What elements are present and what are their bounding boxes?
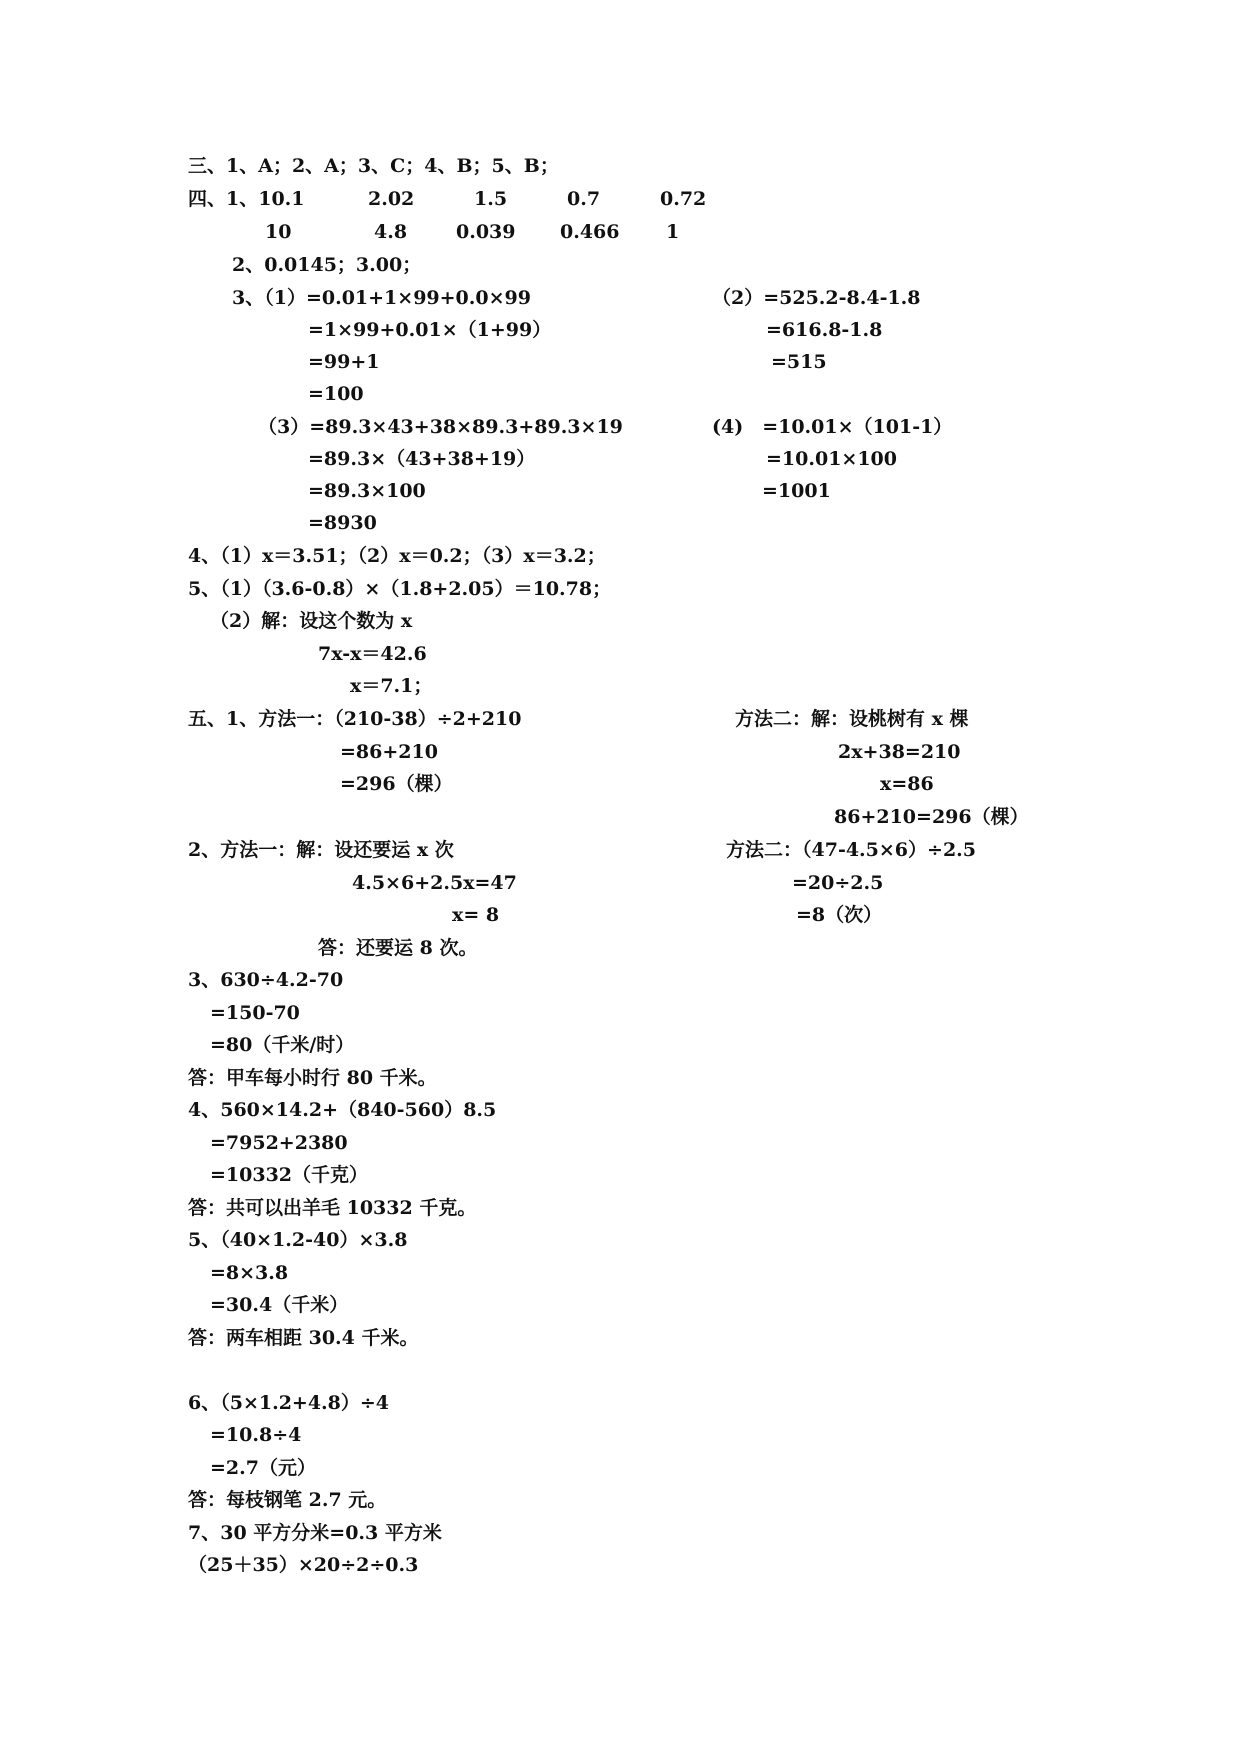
section-5-q1-method2-line4: 86+210=296（棵）	[834, 806, 1029, 828]
section-5-q2-method1-line2: 4.5×6+2.5x=47	[352, 872, 517, 894]
section-4-q5-2-line2: 7x-x＝42.6	[318, 643, 427, 665]
section-4-q3-1-line1: 3、（1）=0.01+1×99+0.0×99	[232, 287, 531, 309]
section-5-q1-method2-line3: x=86	[880, 773, 934, 795]
section-5-q2-answer: 答：还要运 8 次。	[318, 937, 478, 959]
section-4-q1-value: 0.72	[660, 188, 707, 210]
section-4-q1-value: 2.02	[368, 188, 415, 210]
section-4-q3-3-line1: （3）=89.3×43+38×89.3+89.3×19	[258, 416, 623, 438]
section-5-q7-line1: 7、30 平方分米=0.3 平方米	[188, 1522, 442, 1544]
section-5-q6-answer: 答：每枝钢笔 2.7 元。	[188, 1489, 387, 1511]
section-5-q5-answer: 答：两车相距 30.4 千米。	[188, 1327, 419, 1349]
section-4-q5-2-line1: （2）解：设这个数为 x	[210, 610, 413, 632]
section-4-q1-value: 0.039	[456, 221, 516, 243]
section-4-q3-3-line4: =8930	[308, 512, 377, 534]
section-5-q4-line2: =7952+2380	[210, 1132, 348, 1154]
section-4-q3-2-line3: =515	[771, 351, 827, 373]
section-4-q3-3-line3: =89.3×100	[308, 480, 426, 502]
section-5-q6-line1: 6、（5×1.2+4.8）÷4	[188, 1392, 390, 1414]
section-3-answers: 三、1、A；2、A；3、C；4、B；5、B；	[188, 155, 559, 177]
section-5-q1-method2-line2: 2x+38=210	[838, 741, 961, 763]
section-5-q1-method1-line3: =296（棵）	[340, 773, 453, 795]
section-4-q3-2-line2: =616.8-1.8	[766, 319, 883, 341]
section-4-q3-1-line3: =99+1	[308, 351, 380, 373]
section-5-q1-method2-line1: 方法二：解：设桃树有 x 棵	[735, 708, 969, 730]
section-5-q3-line1: 3、630÷4.2-70	[188, 969, 344, 991]
section-5-q3-line2: =150-70	[210, 1002, 300, 1024]
section-4-q3-1-line2: =1×99+0.01×（1+99）	[308, 319, 552, 341]
section-4-q3-4-line2: =10.01×100	[766, 448, 897, 470]
section-5-q2-method2-line1: 方法二：（47-4.5×6）÷2.5	[726, 839, 976, 861]
section-4-q1-value: 1	[666, 221, 680, 243]
section-5-q6-line2: =10.8÷4	[210, 1424, 302, 1446]
section-5-q6-line3: =2.7（元）	[210, 1457, 316, 1479]
section-5-q2-method1-line1: 2、方法一：解：设还要运 x 次	[188, 839, 454, 861]
section-5-q3-answer: 答：甲车每小时行 80 千米。	[188, 1067, 437, 1089]
section-4-q4: 4、（1）x＝3.51；（2）x＝0.2；（3）x＝3.2；	[188, 545, 606, 567]
section-5-q2-method1-line3: x= 8	[452, 904, 500, 926]
section-5-q7-line2: （25＋35）×20÷2÷0.3	[188, 1554, 419, 1576]
section-4-q5-2-line3: x＝7.1；	[350, 675, 433, 697]
section-5-q5-line2: =8×3.8	[210, 1262, 289, 1284]
section-5-q4-line1: 4、560×14.2+（840-560）8.5	[188, 1099, 497, 1121]
section-5-q4-answer: 答：共可以出羊毛 10332 千克。	[188, 1197, 477, 1219]
section-5-q4-line3: =10332（千克）	[210, 1164, 369, 1186]
section-5-q1-method1-line2: =86+210	[340, 741, 438, 763]
section-4-q1-row2: 10	[265, 221, 292, 243]
section-4-q3-4-line3: =1001	[762, 480, 831, 502]
section-4-q3-1-line4: =100	[308, 383, 364, 405]
section-5-q2-method2-line3: =8（次）	[796, 904, 883, 926]
section-4-q1-row1: 四、1、10.1	[188, 188, 305, 210]
section-4-q3-3-line2: =89.3×（43+38+19）	[308, 448, 536, 470]
section-4-q1-value: 1.5	[474, 188, 508, 210]
section-5-q2-method2-line2: =20÷2.5	[792, 872, 884, 894]
section-4-q1-value: 0.466	[560, 221, 620, 243]
section-5-q5-line3: =30.4（千米）	[210, 1294, 349, 1316]
section-4-q1-value: 4.8	[374, 221, 408, 243]
section-4-q3-4-line1: (4) =10.01×（101-1）	[712, 416, 953, 438]
section-4-q5-1: 5、（1）（3.6-0.8）×（1.8+2.05）＝10.78；	[188, 578, 612, 600]
section-4-q2: 2、0.0145；3.00；	[232, 254, 422, 276]
section-4-q3-2-line1: （2）=525.2-8.4-1.8	[712, 287, 921, 309]
section-5-q1-method1-line1: 五、1、方法一：（210-38）÷2+210	[188, 708, 522, 730]
section-5-q3-line3: =80（千米/时）	[210, 1034, 355, 1056]
section-4-q1-value: 0.7	[567, 188, 601, 210]
section-5-q5-line1: 5、（40×1.2-40）×3.8	[188, 1229, 408, 1251]
